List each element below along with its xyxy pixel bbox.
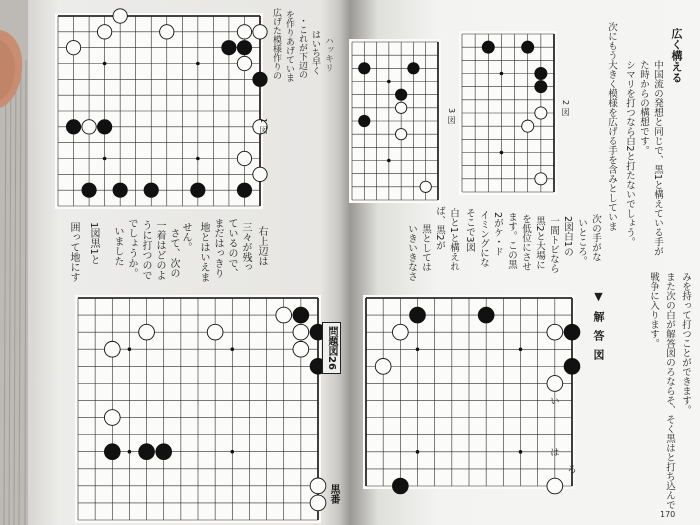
black-stone (522, 41, 534, 53)
black-stone (395, 89, 406, 100)
black-stone (104, 444, 120, 460)
white-stone (253, 25, 267, 39)
white-stone (420, 181, 431, 192)
right-col-5: 次の手がな (590, 214, 601, 262)
right-col-17: 黒としては (420, 224, 431, 272)
right-bottom-col-2: また次の白が解答図のろならそ、そく黒はと打ち込んで (664, 272, 675, 510)
go-board-answer (363, 295, 580, 494)
fig1-label: 1図 (259, 118, 268, 138)
right-col-11: ます。この黒 (506, 212, 517, 269)
left-text-col-5: さて、次の (168, 228, 179, 278)
left-text-col-14: 広げた模様作りの (271, 8, 281, 80)
right-col-8: 一間トビなら (548, 216, 559, 273)
right-col-18: いきいきなさ (406, 224, 417, 281)
right-col-3: シマリを打つなら白2と打たないでしょう。 (624, 60, 635, 247)
black-stone (293, 307, 309, 323)
black-stone (535, 67, 547, 79)
black-stone (139, 444, 155, 460)
svg-text:は: は (550, 448, 560, 459)
black-stone (535, 81, 547, 93)
white-stone (207, 324, 223, 340)
black-stone (113, 183, 127, 197)
white-stone (139, 324, 155, 340)
white-stone (113, 9, 127, 23)
right-col-2: た時からの構想です。 (638, 60, 649, 155)
right-col-15: 白と1と構えれ (448, 208, 459, 272)
left-text-col-2: でしょうか。 (126, 218, 137, 278)
black-stone (478, 307, 494, 323)
black-stone (191, 183, 205, 197)
right-bottom-col-3: 戦争に入ります。 (648, 272, 659, 348)
black-to-play-label: 黒番 (328, 484, 339, 504)
white-stone (104, 410, 120, 426)
white-stone (535, 173, 547, 185)
white-stone (547, 324, 563, 340)
white-stone (253, 167, 267, 181)
left-text-col-17: はいち早く (310, 30, 320, 75)
black-stone (359, 115, 370, 126)
white-stone (547, 376, 563, 392)
right-col-13: イミングにな (478, 210, 489, 267)
black-stone (144, 183, 158, 197)
black-stone (237, 41, 251, 55)
white-stone (293, 324, 309, 340)
white-stone (310, 495, 326, 511)
go-board-top-left (55, 9, 267, 209)
right-bottom-col-1: みを持って打つことができます。 (680, 272, 691, 415)
right-col-1: 中国流の発想と同じで、黒1と構えている手が (652, 60, 663, 257)
white-stone (237, 151, 251, 165)
white-stone (310, 478, 326, 494)
black-stone (359, 63, 370, 74)
right-col-16: ば、黒2が (434, 206, 445, 251)
white-stone (104, 341, 120, 357)
black-stone (564, 324, 580, 340)
go-board-small-2 (459, 31, 557, 195)
left-text-col-15: を作りあげていま (284, 10, 294, 82)
left-text-col-12: 1図黒1と (88, 222, 99, 265)
fig3-label: 3図 (447, 108, 456, 128)
left-text-col-1: いました (112, 226, 123, 266)
left-text-col-16: ・これが下辺の (297, 16, 307, 79)
spine-shadow (320, 0, 354, 525)
left-text-col-10: 三々が残っ (240, 222, 251, 272)
black-stone (222, 41, 236, 55)
black-stone (392, 478, 408, 494)
right-col-14: そこで3図 (464, 208, 475, 253)
black-stone (66, 120, 80, 134)
white-stone (547, 478, 563, 494)
white-stone (237, 25, 251, 39)
right-col-6: いところ。 (576, 218, 587, 266)
white-stone (535, 107, 547, 119)
answer-diagram-label: ▼解答図 (592, 290, 605, 368)
left-text-col-7: 地とはいえま (198, 222, 209, 282)
black-stone (410, 307, 426, 323)
left-text-col-4: 一着はどのよ (154, 220, 165, 280)
black-stone (82, 183, 96, 197)
left-text-col-18: ハッキリ (323, 36, 333, 72)
right-col-4: 次にもう大きく模様を広げる手を含みとしていま (606, 22, 617, 231)
white-stone (66, 41, 80, 55)
black-stone (253, 72, 267, 86)
white-stone (395, 102, 406, 113)
left-text-col-3: うに打つので (140, 220, 151, 280)
white-stone (237, 56, 251, 70)
white-stone (97, 25, 111, 39)
right-col-9: 黒2と大場に (534, 216, 545, 270)
black-stone (408, 63, 419, 74)
white-stone (293, 341, 309, 357)
left-text-col-13: 囲って地にす (68, 222, 79, 282)
page-number: 170 (660, 510, 676, 519)
black-stone (564, 359, 580, 375)
svg-text:い: い (550, 397, 560, 408)
white-stone (276, 307, 292, 323)
white-stone (375, 359, 391, 375)
right-col-12: 2がケ・ド (492, 212, 503, 257)
black-stone (156, 444, 172, 460)
go-board-bottom-left (75, 295, 326, 523)
black-stone (237, 183, 251, 197)
white-stone (395, 129, 406, 140)
fig2-label: 2図 (561, 100, 570, 120)
white-stone (82, 120, 96, 134)
white-stone (522, 120, 534, 132)
svg-text:ろ: ろ (567, 465, 577, 476)
left-text-col-6: せん。 (180, 222, 191, 252)
white-stone (160, 25, 174, 39)
left-text-col-8: まだはっきり (212, 218, 223, 278)
right-col-10: を低位にさせ (520, 214, 531, 271)
answer-heading: 広く構える (670, 28, 683, 83)
go-board-small-3 (349, 39, 441, 203)
problem-26-label: 問題図26 (322, 322, 341, 374)
left-text-col-11: 右上辺は (256, 226, 267, 266)
black-stone (97, 120, 111, 134)
right-col-7: 2図白1の (562, 216, 573, 257)
black-stone (482, 41, 494, 53)
white-stone (392, 324, 408, 340)
left-text-col-9: ているので、 (226, 218, 237, 278)
